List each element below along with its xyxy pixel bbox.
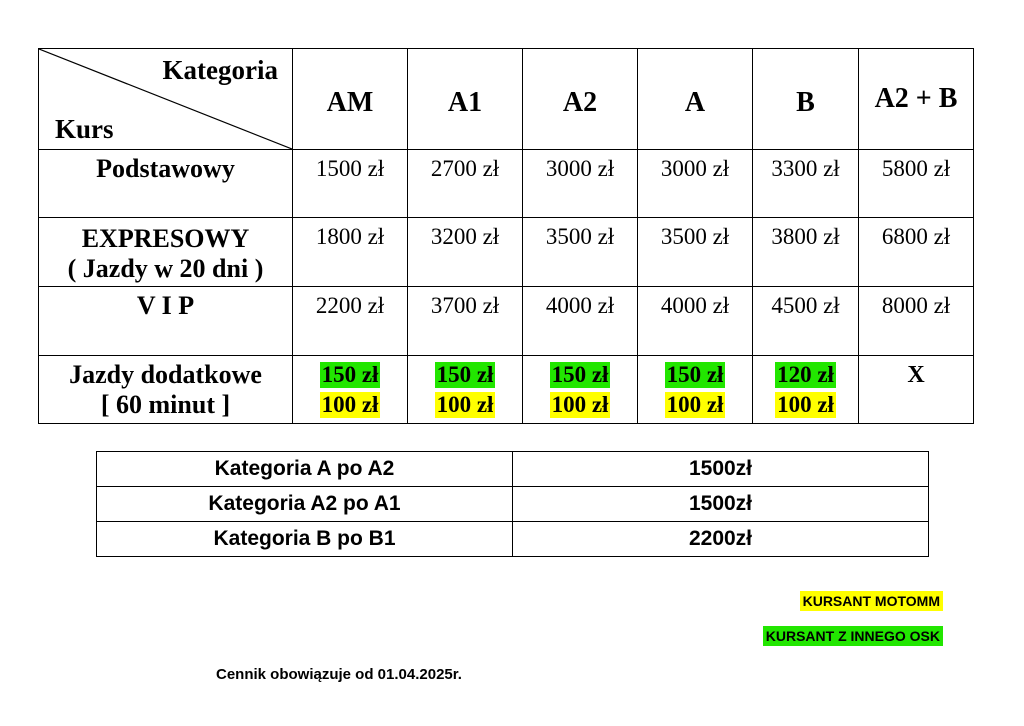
course-label: Kurs xyxy=(55,114,114,144)
extra-price-cell xyxy=(523,356,638,424)
legend-other-osk: KURSANT Z INNEGO OSK xyxy=(763,626,943,646)
price-cell: 3300 zł xyxy=(753,150,859,218)
upgrade-price: 2200zł xyxy=(513,522,929,557)
other-osk-price: 150 zł xyxy=(321,362,379,387)
table-row xyxy=(97,487,929,522)
corner-header-cell xyxy=(39,49,293,150)
table-row xyxy=(39,150,974,218)
price-cell: 3000 zł xyxy=(638,150,753,218)
price-cell: 3200 zł xyxy=(408,218,523,287)
upgrade-label: Kategoria B po B1 xyxy=(97,522,513,557)
motomm-price: 100 zł xyxy=(436,392,494,417)
course-name-cell xyxy=(39,287,293,356)
course-note: ( Jazdy w 20 dni ) xyxy=(67,254,264,283)
motomm-price: 100 zł xyxy=(666,392,724,417)
course-name: Jazdy dodatkowe xyxy=(69,360,262,389)
motomm-price: 100 zł xyxy=(777,392,834,417)
price-cell: 3800 zł xyxy=(753,218,859,287)
table-row xyxy=(97,522,929,557)
course-note: [ 60 minut ] xyxy=(100,390,231,419)
table-row xyxy=(97,452,929,487)
category-header-a: A xyxy=(638,49,753,150)
price-cell: 1500 zł xyxy=(293,150,408,218)
table-row xyxy=(39,287,974,356)
course-name: V I P xyxy=(136,291,195,320)
table-row xyxy=(39,356,974,424)
extra-price-cell xyxy=(638,356,753,424)
other-osk-price: 150 zł xyxy=(666,362,724,387)
other-osk-price: 150 zł xyxy=(551,362,609,387)
extra-price-cell xyxy=(408,356,523,424)
category-header-a1: A1 xyxy=(408,49,523,150)
category-label: Kategoria xyxy=(162,55,278,85)
motomm-price: 100 zł xyxy=(551,392,609,417)
extra-price-cell-na xyxy=(859,356,974,424)
price-cell: 4000 zł xyxy=(638,287,753,356)
upgrade-price: 1500zł xyxy=(513,487,929,522)
price-cell: 4000 zł xyxy=(523,287,638,356)
price-cell: 5800 zł xyxy=(859,150,974,218)
course-name: Podstawowy xyxy=(96,154,235,183)
course-name-cell xyxy=(39,150,293,218)
category-header-b: B xyxy=(753,49,859,150)
extra-price-cell xyxy=(293,356,408,424)
extra-price-cell xyxy=(753,356,859,424)
price-cell: 3500 zł xyxy=(638,218,753,287)
motomm-price: 100 zł xyxy=(321,392,379,417)
header-row xyxy=(39,49,974,150)
price-cell: 6800 zł xyxy=(859,218,974,287)
upgrade-table xyxy=(96,451,929,557)
price-cell: 8000 zł xyxy=(859,287,974,356)
category-header-a2-b: A2 + B xyxy=(859,49,974,150)
footer-note: Cennik obowiązuje od 01.04.2025r. xyxy=(216,666,462,683)
upgrade-price: 1500zł xyxy=(513,452,929,487)
course-name-cell xyxy=(39,218,293,287)
price-table xyxy=(38,48,974,424)
other-osk-price: 150 zł xyxy=(436,362,494,387)
legend-motomm: KURSANT MOTOMM xyxy=(800,591,943,611)
not-available-mark: X xyxy=(907,362,925,388)
price-cell: 4500 zł xyxy=(753,287,859,356)
price-cell: 1800 zł xyxy=(293,218,408,287)
course-name: EXPRESOWY xyxy=(81,224,250,253)
price-cell: 2700 zł xyxy=(408,150,523,218)
price-cell: 2200 zł xyxy=(293,287,408,356)
price-cell: 3000 zł xyxy=(523,150,638,218)
category-header-a2: A2 xyxy=(523,49,638,150)
upgrade-label: Kategoria A po A2 xyxy=(97,452,513,487)
category-header-am: AM xyxy=(293,49,408,150)
upgrade-label: Kategoria A2 po A1 xyxy=(97,487,513,522)
price-cell: 3500 zł xyxy=(523,218,638,287)
table-row xyxy=(39,218,974,287)
course-name-cell xyxy=(39,356,293,424)
price-cell: 3700 zł xyxy=(408,287,523,356)
other-osk-price: 120 zł xyxy=(777,362,834,387)
